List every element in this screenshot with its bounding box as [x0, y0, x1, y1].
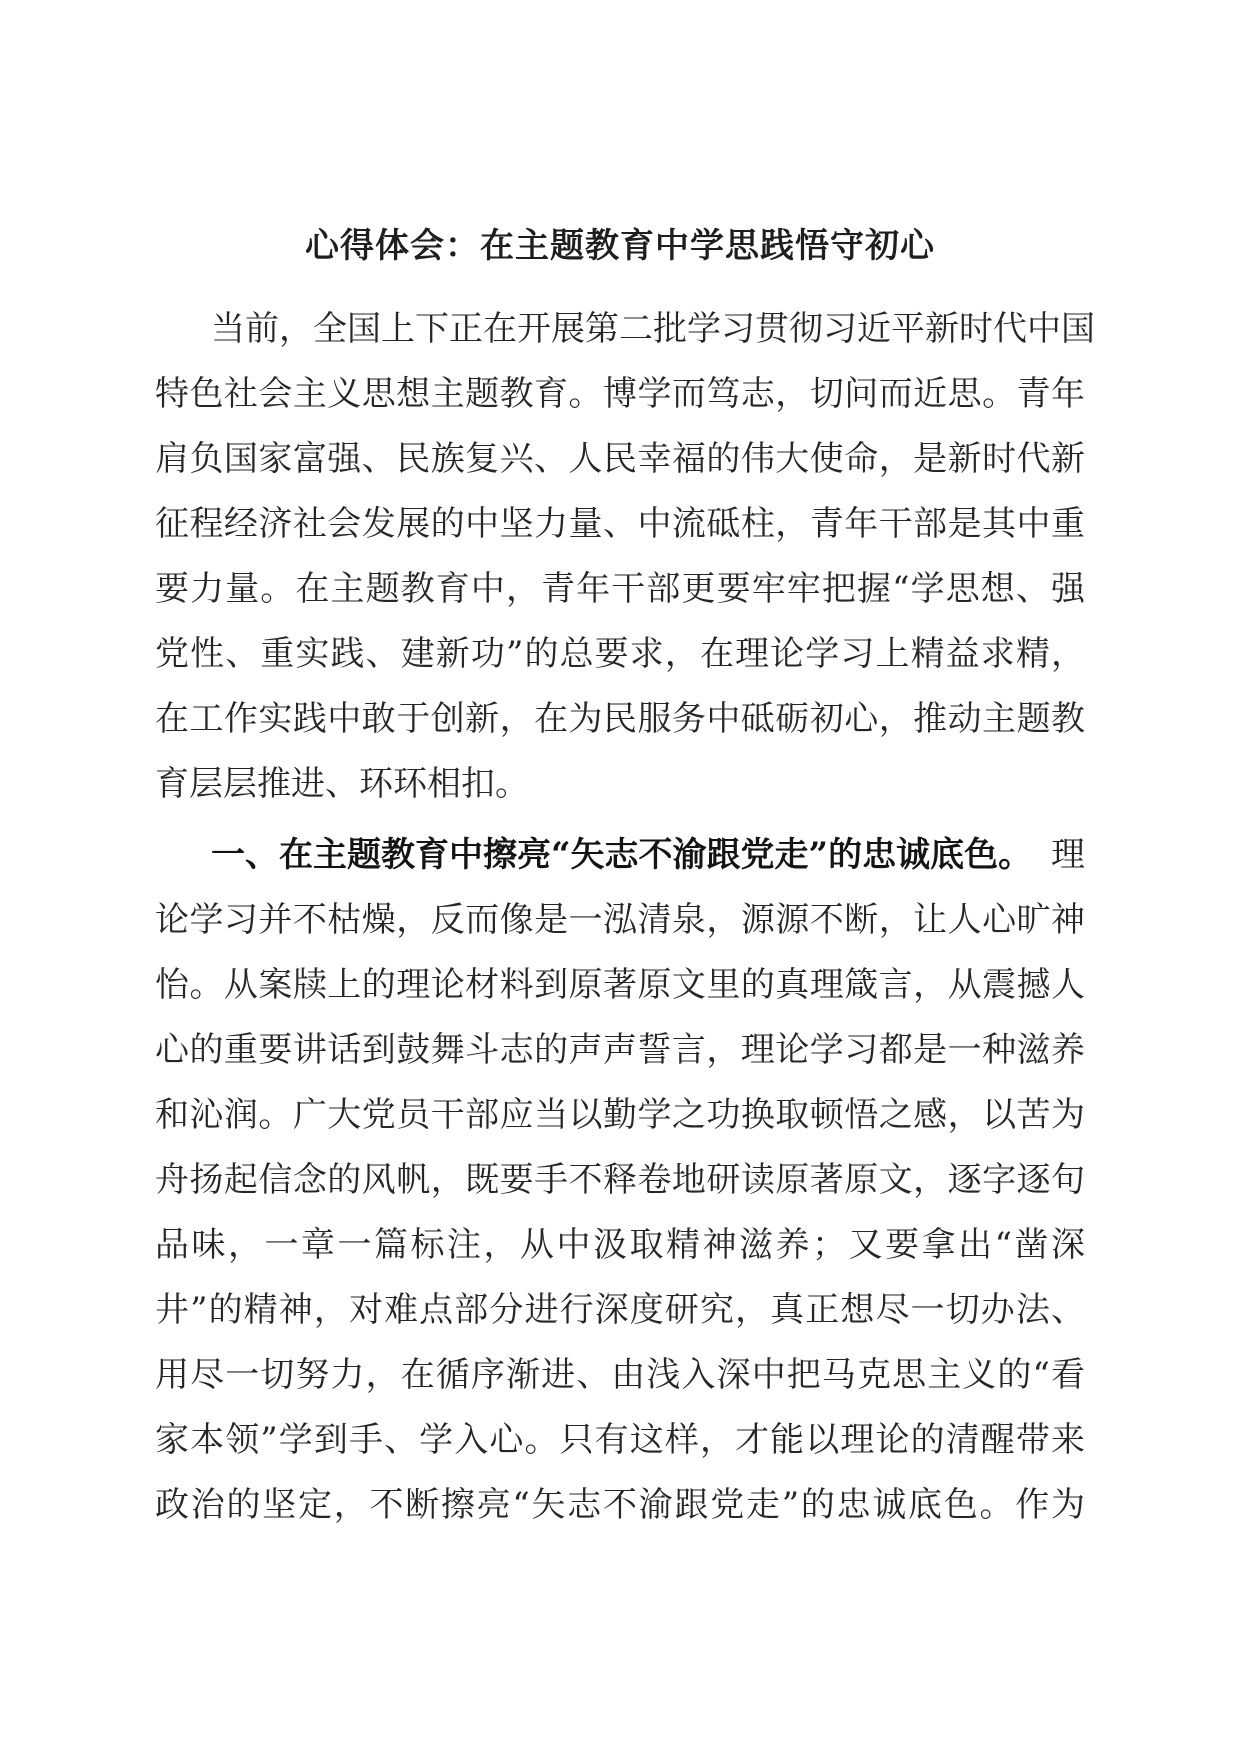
paragraph-line: 品味，一章一篇标注，从中汲取精神滋养；又要拿出“凿深 — [155, 1225, 1085, 1265]
paragraph-line: 党性、重实践、建新功”的总要求，在理论学习上精益求精， — [155, 634, 1085, 674]
section-heading: 一、在主题教育中擦亮“矢志不渝跟党走”的忠诚底色。 — [211, 835, 1033, 875]
paragraph-intro — [155, 297, 1095, 817]
paragraph-line: 肩负国家富强、民族复兴、人民幸福的伟大使命，是新时代新 — [155, 439, 1085, 479]
paragraph-line: 在工作实践中敢于创新，在为民服务中砥砺初心，推动主题教 — [155, 699, 1085, 739]
paragraph-line: 征程经济社会发展的中坚力量、中流砥柱，青年干部是其中重 — [155, 504, 1085, 544]
paragraph-line: 怡。从案牍上的理论材料到原著原文里的真理箴言，从震撼人 — [155, 965, 1085, 1005]
paragraph-line: 用尽一切努力，在循序渐进、由浅入深中把马克思主义的“看 — [155, 1355, 1085, 1395]
paragraph-line: 舟扬起信念的风帆，既要手不释卷地研读原著原文，逐字逐句 — [155, 1160, 1085, 1200]
paragraph-section-one — [155, 823, 1085, 1538]
paragraph-line: 家本领”学到手、学入心。只有这样，才能以理论的清醒带来 — [155, 1420, 1085, 1460]
paragraph-line: 心的重要讲话到鼓舞斗志的声声誓言，理论学习都是一种滋养 — [155, 1030, 1085, 1070]
paragraph-line: 育层层推进、环环相扣。 — [155, 764, 529, 804]
paragraph-line: 特色社会主义思想主题教育。博学而笃志，切问而近思。青年 — [155, 374, 1085, 414]
paragraph-line: 井”的精神，对难点部分进行深度研究，真正想尽一切办法、 — [155, 1290, 1085, 1330]
document-title: 心得体会：在主题教育中学思践悟守初心 — [305, 226, 935, 266]
paragraph-line: 要力量。在主题教育中，青年干部更要牢牢把握“学思想、强 — [155, 569, 1085, 609]
paragraph-line: 论学习并不枯燥，反而像是一泓清泉，源源不断，让人心旷神 — [155, 900, 1085, 940]
heading-line-tail: 理 — [1051, 835, 1085, 875]
paragraph-line: 政治的坚定，不断擦亮“矢志不渝跟党走”的忠诚底色。作为 — [155, 1485, 1085, 1525]
paragraph-line: 和沁润。广大党员干部应当以勤学之功换取顿悟之感，以苦为 — [155, 1095, 1085, 1135]
paragraph-line: 当前，全国上下正在开展第二批学习贯彻习近平新时代中国 — [211, 309, 1095, 349]
paragraph-heading-line — [155, 823, 1085, 888]
